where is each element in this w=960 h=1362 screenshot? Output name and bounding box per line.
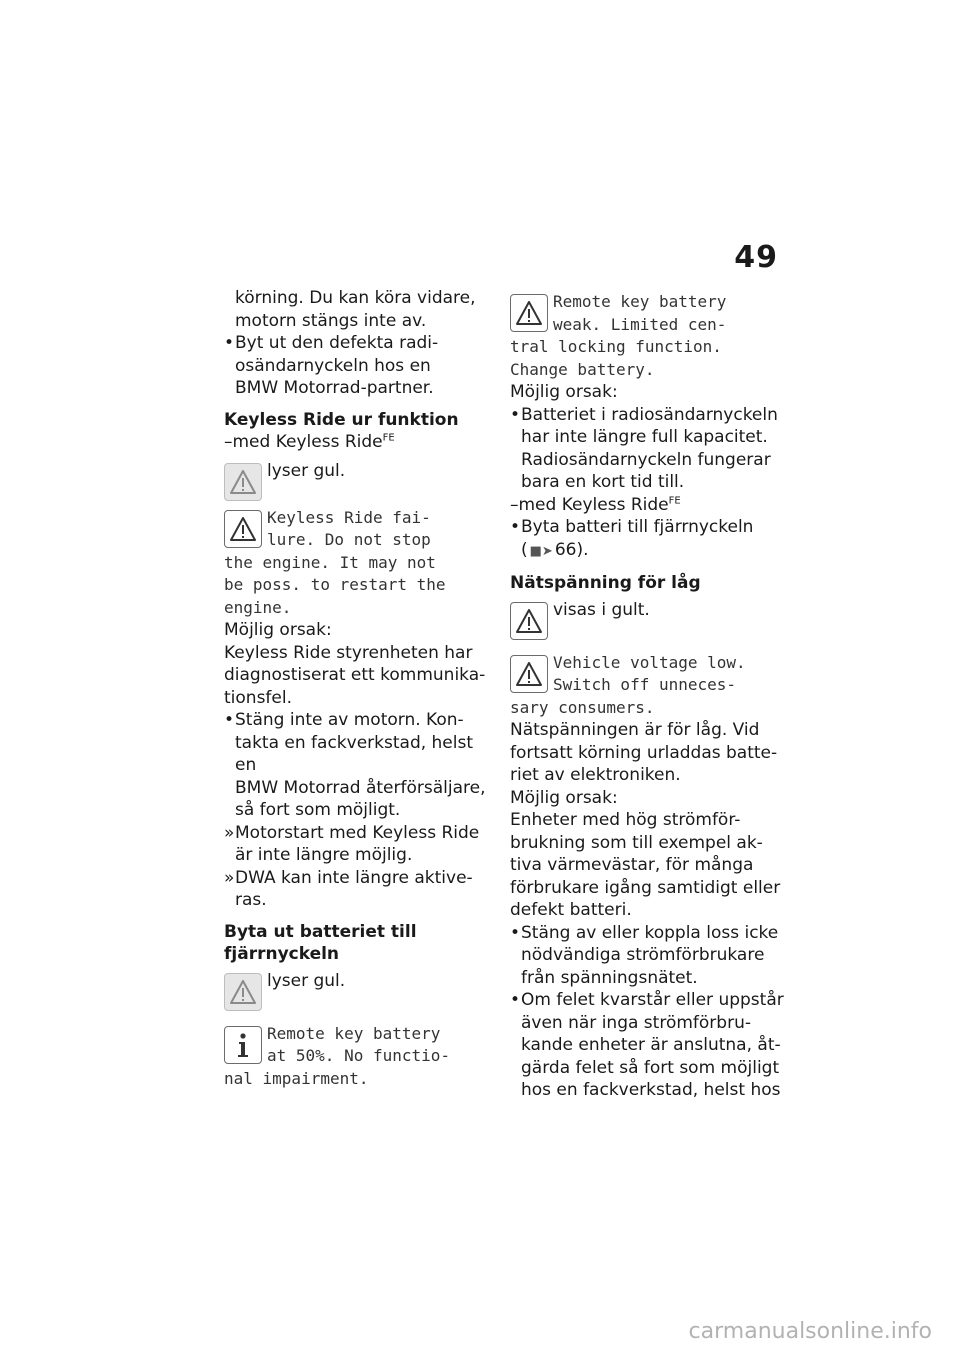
display-message: at 50%. No functio- <box>267 1046 451 1065</box>
bullet-item <box>510 404 785 494</box>
display-message: Remote key battery <box>267 1023 441 1043</box>
text-line: hos en fackverkstad, helst hos <box>521 1080 781 1100</box>
text-line: fortsatt körning urladdas batte- <box>510 742 778 763</box>
text-line: takta en fackverkstad, helst en <box>235 732 474 775</box>
text-line: så fort som möjligt. <box>235 800 401 820</box>
message-block <box>510 291 785 381</box>
display-message: tral locking function. <box>510 337 722 356</box>
text-line: BMW Motorrad-partner. <box>235 378 434 398</box>
text-line: tiva värmevästar, för många <box>510 855 754 875</box>
warning-triangle-icon <box>510 294 548 332</box>
text-line: ras. <box>235 890 267 910</box>
text-line: osändarnyckeln hos en <box>235 355 431 376</box>
indicator-text: lyser gul. <box>267 460 346 481</box>
bullet-item <box>510 922 785 990</box>
display-message: lure. Do not stop <box>267 530 431 549</box>
text-line: » DWA kan inte längre aktive- <box>235 867 473 888</box>
warning-triangle-icon <box>224 510 262 548</box>
bullet-item <box>224 709 492 822</box>
section-heading: Byta ut batteriet till <box>224 921 417 942</box>
warning-triangle-filled-icon <box>224 463 262 501</box>
warning-triangle-filled-icon <box>224 973 262 1011</box>
variant-line <box>224 431 492 454</box>
paren: ( <box>521 539 528 560</box>
page-number: 49 <box>734 240 778 275</box>
display-message: nal impairment. <box>224 1068 369 1088</box>
variant-text: –med Keyless Ride <box>224 432 383 452</box>
cause-label: Möjlig orsak: <box>510 787 618 808</box>
text-line: defekt batteri. <box>510 900 632 920</box>
display-message: Change battery. <box>510 359 655 379</box>
text-line: Radiosändarnyckeln fungerar <box>521 449 771 470</box>
text-line: • Stäng av eller koppla loss icke <box>521 922 779 943</box>
text-line: bara en kort tid till. <box>521 472 685 492</box>
text-line: riet av elektroniken. <box>510 765 681 785</box>
section-heading: Nätspänning för låg <box>510 573 701 593</box>
section-heading: fjärrnyckeln <box>224 944 340 964</box>
display-message: Vehicle voltage low. <box>553 652 746 672</box>
text-line: förbrukare igång samtidigt eller <box>510 877 781 898</box>
text-line: • Byt ut den defekta radi- <box>235 333 439 353</box>
text-line: körning. Du kan köra vidare, <box>235 288 476 308</box>
text-line: • Batteriet i radiosändarnyckeln <box>521 404 778 425</box>
text-line: » Motorstart med Keyless Ride <box>235 822 480 843</box>
left-column <box>224 287 492 1090</box>
text-line: från spänningsnätet. <box>521 967 698 988</box>
display-message: the engine. It may not <box>224 552 436 572</box>
variant-sup: FE <box>382 432 395 444</box>
message-block <box>224 507 492 620</box>
warning-triangle-icon <box>510 655 548 693</box>
text-line: kande enheter är anslutna, åt- <box>521 1035 781 1055</box>
page-reference-arrow-icon: ■➤ <box>529 543 553 559</box>
display-message: Switch off unneces- <box>553 675 737 694</box>
display-message: be poss. to restart the <box>224 575 446 594</box>
variant-text: –med Keyless Ride <box>510 494 669 515</box>
warning-triangle-icon <box>510 602 548 640</box>
text-line: även när inga strömförbru- <box>521 1012 751 1033</box>
text-line: • Stäng inte av motorn. Kon- <box>235 710 464 730</box>
display-message: engine. <box>224 597 292 617</box>
display-message: sary consumers. <box>510 697 655 717</box>
result-item <box>224 822 492 867</box>
text-line: BMW Motorrad återförsäljare, <box>235 777 486 798</box>
display-message: Keyless Ride fai- <box>267 507 431 527</box>
indicator-text: lyser gul. <box>267 970 346 991</box>
variant-line <box>510 494 785 517</box>
reference-page: 66). <box>554 539 589 560</box>
bullet-item <box>510 989 785 1102</box>
bullet-item <box>224 332 492 400</box>
text-line: Enheter med hög strömför- <box>510 810 741 830</box>
text-line: motorn stängs inte av. <box>235 310 427 331</box>
text-line: nödvändiga strömförbrukare <box>521 945 765 965</box>
cause-label: Möjlig orsak: <box>224 620 332 640</box>
text-line: • Byta batteri till fjärrnyckeln <box>521 517 754 537</box>
bullet-item <box>510 516 785 563</box>
indicator-text: visas i gult. <box>553 599 650 620</box>
info-icon <box>224 1026 262 1064</box>
page-reference[interactable] <box>521 539 785 564</box>
text-line: brukning som till exempel ak- <box>510 832 763 853</box>
section-heading: Keyless Ride ur funktion <box>224 409 459 430</box>
text-line: Nätspänningen är för låg. Vid <box>510 720 760 740</box>
display-message: Remote key battery <box>553 292 727 311</box>
display-message: weak. Limited cen- <box>553 314 727 334</box>
cause-label: Möjlig orsak: <box>510 382 618 402</box>
text-line: är inte längre möjlig. <box>235 845 413 865</box>
message-block <box>510 652 785 720</box>
right-column <box>510 287 785 1102</box>
text-line: gärda felet så fort som möjligt <box>521 1057 780 1078</box>
text-line: tionsfel. <box>224 687 292 708</box>
text-line: diagnostiserat ett kommunika- <box>224 665 486 685</box>
variant-sup: FE <box>668 494 681 506</box>
text-line: har inte längre full kapacitet. <box>521 427 768 447</box>
indicator-block <box>510 599 785 640</box>
watermark: carmanualsonline.info <box>688 1319 932 1344</box>
text-line: Keyless Ride styrenheten har <box>224 642 473 663</box>
message-block <box>224 1023 492 1091</box>
result-item <box>224 867 492 912</box>
indicator-block <box>224 970 492 1011</box>
indicator-block <box>224 460 492 501</box>
text-line: • Om felet kvarstår eller uppstår <box>521 990 784 1010</box>
